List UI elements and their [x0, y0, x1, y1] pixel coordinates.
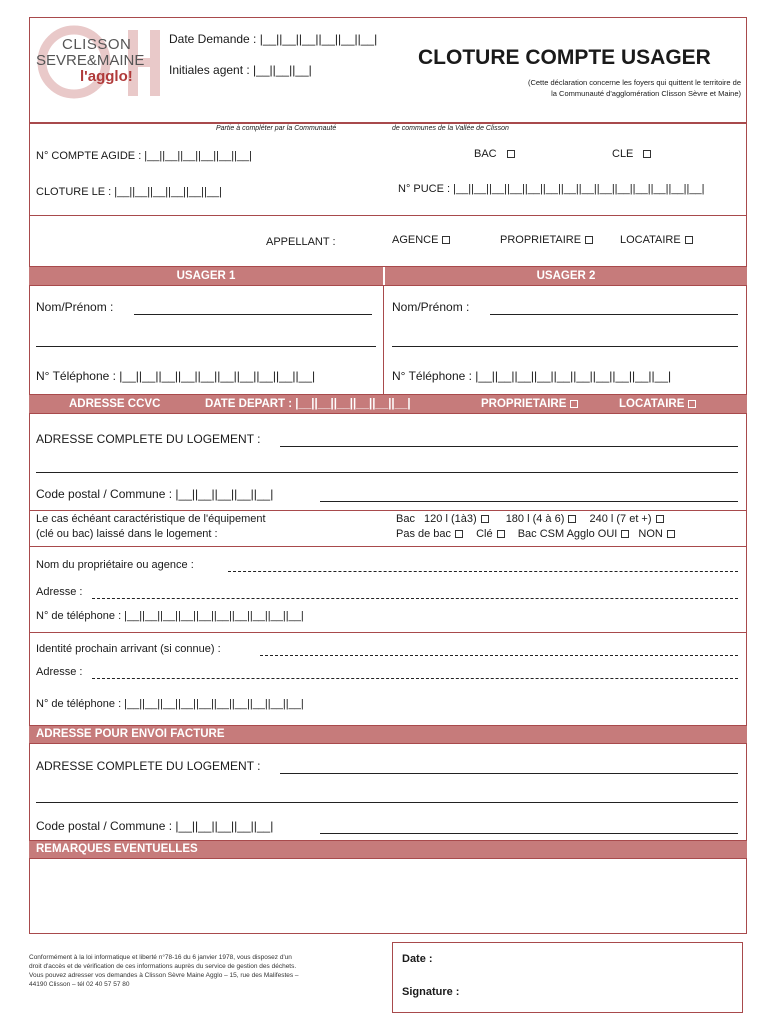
equipement-cle-option[interactable] [476, 528, 505, 540]
puce-field[interactable]: N° PUCE : |__||__||__||__||__||__||__||__||__||__||__||__||__||__| [398, 183, 705, 195]
usager2-nom-input[interactable] [490, 314, 738, 315]
signature-box[interactable] [392, 942, 743, 1013]
arrivant-adresse-input[interactable] [92, 678, 738, 679]
page-title: CLOTURE COMPTE USAGER [418, 46, 711, 69]
ccvc-band [29, 395, 747, 413]
cloture-date-field[interactable]: CLOTURE LE : |__||__||__||__||__||__| [36, 186, 222, 198]
usager2-nom-input-2[interactable] [392, 346, 738, 347]
logo-line2: SEVRE&MAINE [36, 52, 145, 69]
ccvc-locataire-checkbox[interactable] [688, 400, 696, 408]
date-depart-field[interactable]: DATE DEPART : |__||__||__||__||__||__| [205, 398, 411, 410]
bac240-checkbox[interactable] [656, 515, 664, 523]
proprietaire-nom-input[interactable] [228, 571, 738, 572]
logement-adresse-input[interactable] [280, 446, 738, 447]
bac-csm-label: Bac CSM Agglo OUI [517, 528, 618, 540]
signature-label: Signature : [402, 986, 460, 998]
compte-agide-field[interactable]: N° COMPTE AGIDE : |__||__||__||__||__||__| [36, 150, 253, 162]
facture-cp-field[interactable]: Code postal / Commune : |__||__||__||__||__| [36, 819, 274, 833]
usagers-divider [383, 285, 384, 395]
bac180-checkbox[interactable] [568, 515, 576, 523]
ccvc-locataire-option[interactable] [619, 395, 696, 413]
proprietaire-telephone-field[interactable]: N° de téléphone : |__||__||__||__||__||__||__||__||__||__| [36, 610, 304, 622]
usager1-title: USAGER 1 [176, 270, 236, 282]
bac180-option[interactable] [506, 513, 577, 525]
usager2-band [385, 267, 747, 285]
facture-adresse-input[interactable] [280, 773, 738, 774]
facture-adresse-label: ADRESSE COMPLETE DU LOGEMENT : [36, 759, 261, 773]
community-note-right: de communes de la Vallée de Clisson [392, 125, 509, 132]
logement-cp-field[interactable]: Code postal / Commune : |__||__||__||__||__| [36, 487, 274, 501]
usager1-band [29, 267, 383, 285]
equipement-cle-label: Clé [476, 528, 493, 540]
bac-checkbox-row[interactable] [474, 148, 515, 160]
equipement-divider-bottom [29, 546, 747, 547]
agence-label: AGENCE [392, 234, 439, 246]
proprietaire-adresse-input[interactable] [92, 598, 738, 599]
logement-commune-input[interactable] [320, 501, 738, 502]
pasdebac-label: Pas de bac [396, 528, 452, 540]
usager2-title: USAGER 2 [536, 270, 596, 282]
ccvc-locataire-label: LOCATAIRE [619, 398, 685, 410]
arrivant-divider [29, 632, 747, 633]
usager1-nom-label: Nom/Prénom : [36, 300, 114, 314]
appellant-label: APPELLANT : [266, 236, 336, 248]
equipement-bac-row [396, 513, 664, 525]
equipement-bac-label: Bac [396, 513, 415, 525]
initiales-agent-field[interactable]: Initiales agent : |__||__||__| [169, 63, 312, 77]
proprietaire-label: PROPRIETAIRE [500, 234, 582, 246]
usager1-telephone-field[interactable]: N° Téléphone : |__||__||__||__||__||__||__||__||__||__| [36, 369, 316, 383]
equipement-divider-top [29, 510, 747, 511]
bac-label: BAC [474, 148, 497, 160]
logement-adresse-input-2[interactable] [36, 472, 738, 473]
logo [36, 24, 164, 104]
ccvc-proprietaire-label: PROPRIETAIRE [481, 398, 567, 410]
bac240-option[interactable] [589, 513, 663, 525]
facture-band-title: ADRESSE POUR ENVOI FACTURE [36, 728, 225, 740]
remarques-band-title: REMARQUES EVENTUELLES [36, 843, 198, 855]
bac-csm-non-option[interactable] [638, 528, 674, 540]
proprietaire-adresse-label: Adresse : [36, 586, 83, 598]
bac-csm-non-checkbox[interactable] [667, 530, 675, 538]
logement-adresse-label: ADRESSE COMPLETE DU LOGEMENT : [36, 432, 261, 446]
bac120-checkbox[interactable] [481, 515, 489, 523]
subtitle-line2: la Communauté d'agglomération Clisson Sèvre et Maine) [551, 89, 741, 98]
cle-label: CLE [612, 148, 634, 160]
legal-notice [29, 953, 299, 989]
usager2-telephone-field[interactable]: N° Téléphone : |__||__||__||__||__||__||__||__||__||__| [392, 369, 672, 383]
legal-line3: Vous pouvez adresser vos demandes à Clisson Sèvre Maine Agglo – 15, rue des Malifestes – [29, 972, 299, 979]
equipement-cle-checkbox[interactable] [497, 530, 505, 538]
date-demande-field[interactable]: Date Demande : |__||__||__||__||__||__| [169, 32, 378, 46]
arrivant-identite-input[interactable] [260, 655, 738, 656]
locataire-checkbox[interactable] [685, 236, 693, 244]
arrivant-adresse-label: Adresse : [36, 666, 83, 678]
arrivant-telephone-field[interactable]: N° de téléphone : |__||__||__||__||__||__||__||__||__||__| [36, 698, 304, 710]
proprietaire-option[interactable] [500, 234, 593, 246]
remarques-band [29, 841, 747, 858]
usager2-nom-label: Nom/Prénom : [392, 300, 470, 314]
usager1-nom-input-2[interactable] [36, 346, 376, 347]
facture-adresse-input-2[interactable] [36, 802, 738, 803]
bac240-label: 240 l (7 et +) [589, 513, 652, 525]
legal-line1: Conformément à la loi informatique et liberté n°78-16 du 6 janvier 1978, vous disposez d'un [29, 954, 292, 961]
community-divider [29, 215, 747, 216]
ccvc-proprietaire-checkbox[interactable] [570, 400, 578, 408]
bac-csm-non-label: NON [638, 528, 663, 540]
locataire-label: LOCATAIRE [620, 234, 681, 246]
equipement-left-line2: (clé ou bac) laissé dans le logement : [36, 528, 218, 540]
facture-band [29, 726, 747, 743]
locataire-option[interactable] [620, 234, 693, 246]
agence-checkbox[interactable] [442, 236, 450, 244]
bac-csm-oui-checkbox[interactable] [621, 530, 629, 538]
cle-checkbox[interactable] [643, 150, 651, 158]
proprietaire-nom-label: Nom du propriétaire ou agence : [36, 559, 194, 571]
equipement-left-line1: Le cas échéant caractéristique de l'équipement [36, 513, 266, 525]
logo-line1: CLISSON [62, 36, 132, 53]
usager1-nom-input[interactable] [134, 314, 372, 315]
facture-commune-input[interactable] [320, 833, 738, 834]
legal-line2: droit d'accès et de vérification de ces informations auprès du service de gestion des déchets. [29, 963, 297, 970]
community-note-left: Partie à compléter par la Communauté [216, 125, 337, 132]
pasdebac-option[interactable] [396, 528, 463, 540]
remarques-textarea[interactable] [29, 858, 747, 934]
pasdebac-checkbox[interactable] [455, 530, 463, 538]
bac-checkbox[interactable] [507, 150, 515, 158]
bac120-option[interactable] [424, 513, 489, 525]
agence-option[interactable] [392, 234, 450, 246]
bac-csm-oui-option[interactable] [518, 528, 630, 540]
arrivant-identite-label: Identité prochain arrivant (si connue) : [36, 643, 221, 655]
equipement-pasdebac-row [396, 528, 675, 540]
ccvc-adresse-label: ADRESSE CCVC [69, 398, 161, 410]
subtitle-line1: (Cette déclaration concerne les foyers qui quittent le territoire de [527, 78, 741, 87]
logo-line3: l'agglo! [80, 68, 133, 85]
ccvc-proprietaire-option[interactable] [481, 395, 578, 413]
bac180-label: 180 l (4 à 6) [505, 513, 565, 525]
legal-line4: 44190 Clisson – tél 02 40 57 57 80 [29, 981, 130, 988]
cle-checkbox-row[interactable] [612, 148, 651, 160]
bac120-label: 120 l (1à3) [424, 513, 477, 525]
date-label: Date : [402, 953, 433, 965]
proprietaire-checkbox[interactable] [585, 236, 593, 244]
